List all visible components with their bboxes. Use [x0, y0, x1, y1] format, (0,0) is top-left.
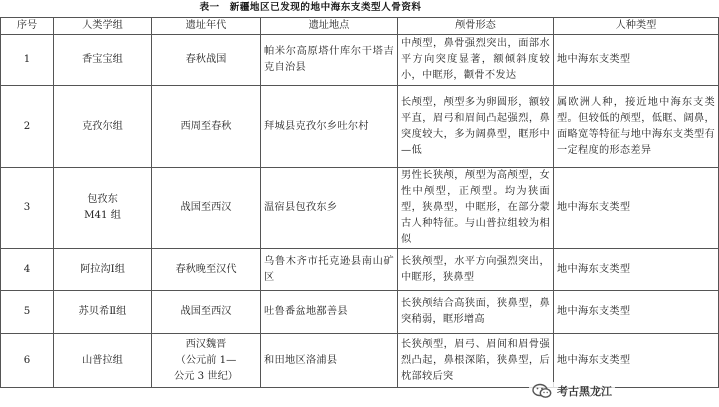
cell-no: 1 [1, 35, 54, 86]
cell-site: 吐鲁番盆地鄯善县 [261, 291, 398, 334]
cell-type: 地中海东支类型 [554, 334, 719, 388]
header-era: 遗址年代 [152, 18, 261, 35]
cell-no: 6 [1, 334, 54, 388]
cell-type: 地中海东支类型 [554, 168, 719, 249]
cell-group: 阿拉沟Ⅰ组 [54, 249, 152, 291]
cell-type: 地中海东支类型 [554, 291, 719, 334]
cell-era: 战国至西汉 [152, 168, 261, 249]
cell-morph: 长狭颅型，水平方向强烈突出，中眶形，狭鼻型 [398, 249, 554, 291]
cell-no: 4 [1, 249, 54, 291]
cell-site: 帕米尔高原塔什库尔干塔吉克自治县 [261, 35, 398, 86]
cell-site: 温宿县包孜东乡 [261, 168, 398, 249]
cell-era: 春秋晚至汉代 [152, 249, 261, 291]
cell-morph: 中颅型，鼻骨强烈突出，面部水平方向突度显著，额倾斜度较小，中眶形，颧骨不发达 [398, 35, 554, 86]
table-row [1, 35, 719, 86]
cell-era: 战国至西汉 [152, 291, 261, 334]
cell-morph: 长狭颅结合高狭面，狭鼻型，鼻突稍弱，眶形增高 [398, 291, 554, 334]
cell-site: 乌鲁木齐市托克逊县南山矿区 [261, 249, 398, 291]
header-group: 人类学组 [54, 18, 152, 35]
data-table [0, 17, 719, 388]
watermark-text: 考古黑龙江 [557, 385, 612, 398]
cell-no: 5 [1, 291, 54, 334]
cell-era: 春秋战国 [152, 35, 261, 86]
cell-morph: 长狭颅型，眉弓、眉间和眉骨强烈凸起，鼻根深陷，狭鼻型，后枕部较后突 [398, 334, 554, 388]
cell-type: 地中海东支类型 [554, 249, 719, 291]
cell-type: 属欧洲人种，接近地中海东支类型。但较低的颅型，低眶、阔鼻，面略宽等特征与地中海东支类型有一定程度的形态差异 [554, 86, 719, 168]
cell-group: 克孜尔组 [54, 86, 152, 168]
table-row [1, 249, 719, 291]
cell-morph: 男性长狭颅，颅型为高颅型，女性中颅型，正颅型。均为狭面型，狭鼻型，中眶形，在部分蒙古人种特征。与山普拉组较为相似 [398, 168, 554, 249]
cell-morph: 长颅型，颅型多为卵圆形，额较平直，眉弓和眉间凸起强烈，鼻突度较大，多为阔鼻型，眶形中—低 [398, 86, 554, 168]
cell-site: 拜城县克孜尔乡吐尔村 [261, 86, 398, 168]
wechat-icon [532, 383, 552, 399]
cell-group: 包孜东 M41 组 [54, 168, 152, 249]
table-row [1, 334, 719, 388]
cell-era: 西周至春秋 [152, 86, 261, 168]
cell-type: 地中海东支类型 [554, 35, 719, 86]
cell-group: 山普拉组 [54, 334, 152, 388]
table-row [1, 168, 719, 249]
cell-no: 3 [1, 168, 54, 249]
header-no: 序号 [1, 18, 54, 35]
table-header-row [1, 18, 719, 35]
cell-no: 2 [1, 86, 54, 168]
cell-group: 香宝宝组 [54, 35, 152, 86]
header-morph: 颅骨形态 [398, 18, 554, 35]
cell-era: 西汉魏晋 （公元前 1— 公元 3 世纪） [152, 334, 261, 388]
table-row [1, 86, 719, 168]
cell-group: 苏贝希Ⅱ组 [54, 291, 152, 334]
header-type: 人种类型 [554, 18, 719, 35]
table-row [1, 291, 719, 334]
watermark [529, 382, 615, 400]
cell-site: 和田地区洛浦县 [261, 334, 398, 388]
header-site: 遗址地点 [261, 18, 398, 35]
table-title: 表一 新疆地区已发现的地中海东支类型人骨资料 [199, 2, 422, 13]
